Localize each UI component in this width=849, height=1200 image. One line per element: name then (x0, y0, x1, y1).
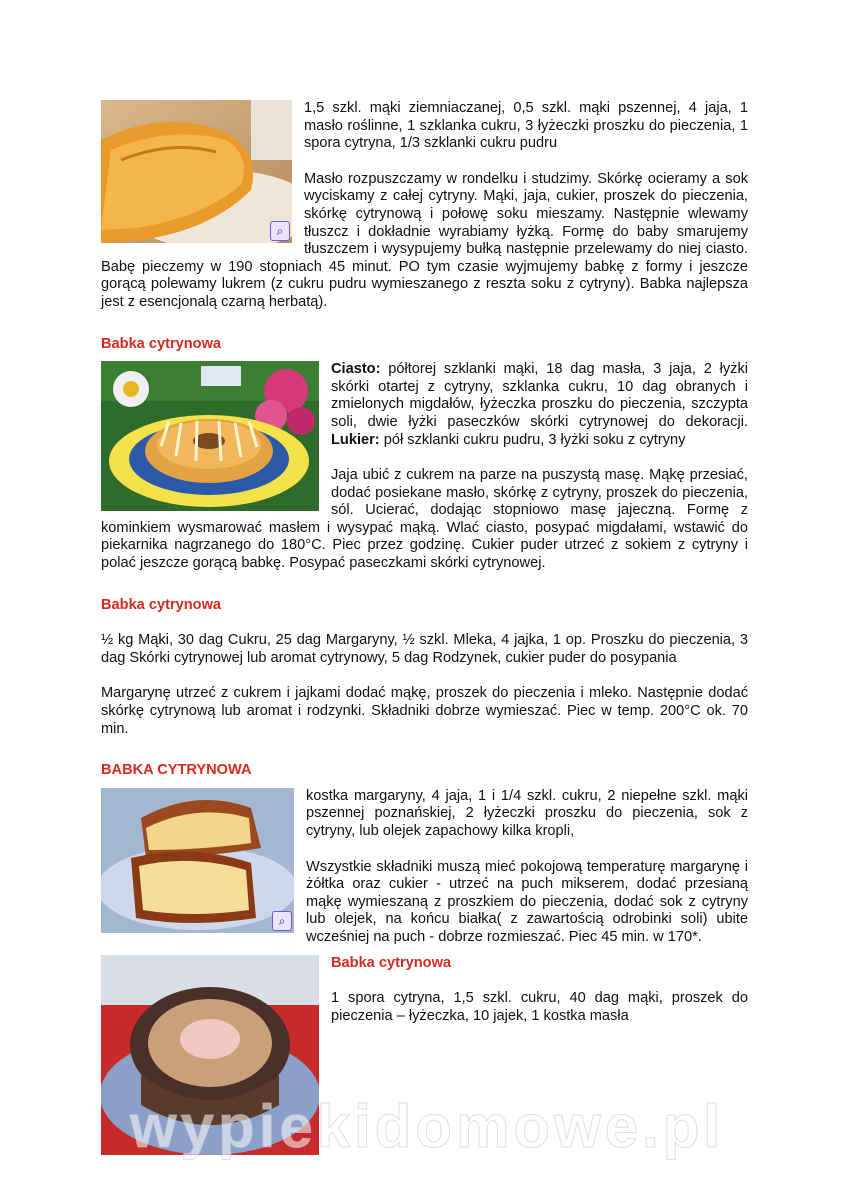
recipe-2 (101, 336, 748, 573)
recipe-4-instructions: Wszystkie składniki muszą mieć pokojową temperaturę margarynę i żółtka oraz cukier - utrzeć na puch mikserem, dodać przesianą mąkę wymieszaną z proszkiem do pieczenia, dodać sok z cytryny lub olejek, na końcu białka( z zawartością odrobinki soli) ubite wcześniej na puch - dobrze rozmieszać. Piec 45 min. w 170*. (306, 858, 748, 945)
marble-cake-photo (101, 955, 319, 1155)
watermark: wypiekidomowe.pl (130, 1093, 725, 1160)
recipe-1-ingredients: 1,5 szkl. mąki ziemniaczanej, 0,5 szkl. mąki pszennej, 4 jaja, 1 masło roślinne, 1 szklanka cukru, 3 łyżeczki proszku do pieczenia, 1 spora cytryna, 1/3 szklanki cukru pudru (304, 100, 748, 152)
lukier-label: Lukier: (331, 431, 380, 448)
recipe-3 (101, 597, 748, 739)
recipe-1 (101, 100, 748, 312)
recipe-4-ingredients: kostka margaryny, 4 jaja, 1 i 1/4 szkl. cukru, 2 niepełne szkl. mąki pszennej poznańskiej, 2 łyżeczki proszku do pieczenia, sok z cytryny, lub olejek zapachowy kilka kropli, (306, 787, 748, 839)
recipe-5-title: Babka cytrynowa (331, 954, 452, 971)
ciasto-label: Ciasto: (331, 361, 381, 378)
cake-slice-photo (101, 100, 292, 243)
recipe-4-title: BABKA CYTRYNOWA (101, 762, 252, 779)
recipe-5 (101, 955, 748, 1026)
marble-cake-image (101, 955, 319, 1155)
cake-slice-image (101, 100, 292, 243)
recipe-4 (101, 762, 748, 946)
lukier-text: pół szklanki cukru pudru, 3 łyżki soku z cytryny (379, 431, 686, 448)
zoom-icon[interactable]: ⌕ (270, 221, 290, 241)
pound-cake-image (101, 788, 294, 933)
zoom-icon[interactable]: ⌕ (272, 911, 292, 931)
recipe-3-title: Babka cytrynowa (101, 596, 222, 613)
bundt-cake-photo (101, 361, 319, 511)
document-page (101, 100, 748, 1160)
recipe-5-ingredients: 1 spora cytryna, 1,5 szkl. cukru, 40 dag mąki, proszek do pieczenia – łyżeczka, 10 jajek, 1 kostka masła (331, 990, 748, 1024)
bundt-cake-image (101, 361, 319, 511)
recipe-2-title: Babka cytrynowa (101, 335, 222, 352)
recipe-1-instructions: Masło rozpuszczamy w rondelku i studzimy. Skórkę ocieramy a sok wyciskamy z całej cytryny. Mąki, jaja, cukier, proszek do pieczenia, skórkę cytrynową i połowę soku mieszamy. Następnie wlewamy tłuszcz i dokładnie wyrabiamy łyżką. Formę do baby smarujemy tłuszczem i wysypujemy bułką następnie przelewamy do niej ciasto. Babę pieczemy w 190 stopniach 45 minut. PO tym czasie wyjmujemy babkę z formy i jeszcze gorącą polewamy lukrem (z cukru pudru wymieszanego z reszta soku z cytryny). Babka najlepsza jest z esencjonalą czarną herbatą). (101, 170, 748, 310)
pound-cake-photo (101, 788, 294, 933)
recipe-3-ingredients: ½ kg Mąki, 30 dag Cukru, 25 dag Margaryny, ½ szkl. Mleka, 4 jajka, 1 op. Proszku do pieczenia, 3 dag Skórki cytrynowej lub aromat cytrynowy, 5 dag Rodzynek, cukier puder do posypania (101, 632, 748, 666)
recipe-2-instructions: Jaja ubić z cukrem na parze na puszystą masę. Mąkę przesiać, dodać posiekane masło, skórkę z cytryny, proszek do pieczenia, sól. Ucierać, dodając stopniowo masę jajeczną. Formę z kominkiem wysmarować masłem i wysypać mąką. Wlać ciasto, posypać migdałami, wstawić do piekarnika nagrzanego do 180°C. Piec przez godzinę. Cukier puder utrzeć z sokiem z cytryny i polać jeszcze gorącą babkę. Posypać paseczkami skórki cytrynowej. (101, 467, 748, 572)
ciasto-text: półtorej szklanki mąki, 18 dag masła, 3 jaja, 2 łyżki skórki otartej z cytryny, szklanka cukru, 10 dag obranych i zmielonych migdałów, łyżeczka proszku do pieczenia, szczypta soli, dwie łyżki paseczków skórki cytrynowej do dekoracji. (331, 361, 748, 430)
recipe-3-instructions: Margarynę utrzeć z cukrem i jajkami dodać mąkę, proszek do pieczenia i mleko. Następnie dodać skórkę cytrynową lub aromat i rodzynki. Składniki dobrze wymieszać. Piec w temp. 200°C ok. 70 min. (101, 685, 748, 737)
